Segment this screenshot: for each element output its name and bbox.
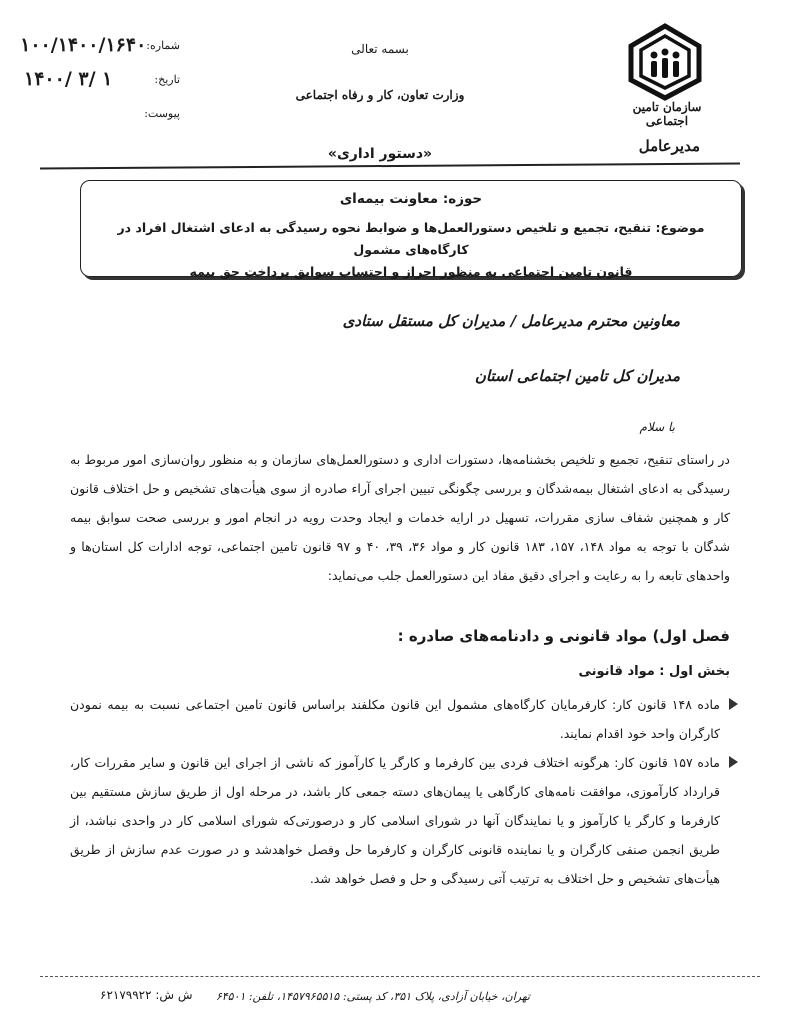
- footer-address: تهران، خیابان آزادی، پلاک ۳۵۱، کد پستی: ۱۴۵۷۹۶۵۵۱۵، تلفن: ۶۴۵۰۱: [215, 990, 530, 1003]
- social-security-logo-icon: [625, 22, 705, 102]
- article-text: ماده ۱۵۷ قانون کار: هرگونه اختلاف فردی بین کارفرما و کارگر یا کارآموز که ناشی از اجرای این قانون و سایر مقررات کار، قرارداد کارآموزی، موافقت نامه‌های کارگاهی یا پیمان‌های دسته جمعی کار باشد، در مرحله اول از طریق سازش مستقیم بین کارفرما و کارگر یا کارآموز و یا نمایندگان آنها در شورای اسلامی کار و درصورتی‌که شورای اسلامی کار در واحدی نباشد، از طریق انجمن صنفی کارگران و یا نماینده قانونی کارگران و کارفرما حل وفصل خواهدشد و در صورت عدم سازش از طریق هیأت‌های تشخیص و حل اختلاف به ترتیب آتی رسیدگی و حل و فصل خواهد شد.: [70, 755, 720, 886]
- meta-attachment: [20, 98, 180, 128]
- section-title: بخش اول : مواد قانونی: [578, 664, 730, 679]
- addressee-line-1: معاونین محترم مدیرعامل / مدیران کل مستقل ستادی: [342, 312, 680, 330]
- meta-date-value: ۱۴۰۰/ ۳/ ۱: [24, 68, 113, 90]
- meta-number: [20, 30, 180, 60]
- ministry-name: وزارت تعاون، کار و رفاه اجتماعی: [295, 88, 465, 102]
- article-148: [70, 690, 720, 748]
- meta-attachment-label: پیوست:: [144, 106, 180, 120]
- article-text: ماده ۱۴۸ قانون کار: کارفرمایان کارگاه‌های مشمول این قانون مکلفند براساس قانون تامین اجتماعی نسبت به بیمه نمودن کارگران واحد خود اقدام نمایند.: [70, 697, 720, 741]
- body-paragraph: در راستای تنقیح، تجمیع و تلخیص بخشنامه‌ها، دستورات اداری و دستورالعمل‌های سازمان و به منظور روان‌سازی امور مربوط به رسیدگی به ادعای اشتغال بیمه‌شدگان و بررسی چگونگی تبیین اجرای آراء صادره از سوی هیأت‌های تشخیص و حل اختلاف قانون کار و همچنین شفاف سازی مقررات، تسهیل در ارایه خدمات و ایجاد وحدت رویه در انجام امور و بررسی صحت سوابق بیمه شدگان با توجه به مواد ۱۴۸، ۱۵۷، ۱۸۳ قانون کار و مواد ۳۶، ۳۹، ۴۰ و ۹۷ قانون تامین اجتماعی، توجه ادارات کل استان‌ها و واحدهای تابعه را به رعایت و اجرای دقیق مفاد این دستورالعمل جلب می‌نماید:: [70, 452, 730, 583]
- subject-box: [80, 180, 742, 277]
- domain-title: حوزه: معاونت بیمه‌ای: [339, 191, 483, 207]
- greeting: با سلام: [639, 420, 675, 434]
- meta-number-label: شماره:: [146, 38, 180, 52]
- bullet-arrow-icon: [729, 698, 738, 710]
- meta-date: [20, 64, 180, 94]
- footer-registration: ش ش: ۶۲۱۷۹۹۲۲: [100, 988, 193, 1002]
- addressee-line-2: مدیران کل تامین اجتماعی استان: [474, 367, 680, 385]
- organization-name: سازمان تامین اجتماعی: [632, 100, 702, 128]
- article-157: [70, 748, 720, 893]
- meta-number-value: ۱۰۰/۱۴۰۰/۱۶۴۰: [20, 34, 147, 56]
- letter-meta: [20, 30, 180, 130]
- bullet-arrow-icon: [729, 756, 738, 768]
- document-type: «دستور اداری»: [327, 146, 433, 162]
- sender-title: مدیرعامل: [638, 137, 700, 155]
- bismillah: بسمه تعالی: [351, 42, 409, 56]
- chapter-title: فصل اول) مواد قانونی و دادنامه‌های صادره :: [397, 627, 730, 645]
- header-divider: [40, 163, 740, 170]
- subject-text: [95, 217, 727, 283]
- footer-divider: [40, 976, 760, 977]
- subject-line-2: قانون تامین اجتماعی به منظور احراز و احتساب سوابق پرداخت حق بیمه: [189, 264, 633, 279]
- subject-line-1: موضوع: تنقیح، تجمیع و تلخیص دستورالعمل‌ها و ضوابط نحوه رسیدگی به ادعای اشتغال افراد در کارگاه‌های مشمول: [117, 220, 705, 257]
- meta-date-label: تاریخ:: [154, 72, 180, 86]
